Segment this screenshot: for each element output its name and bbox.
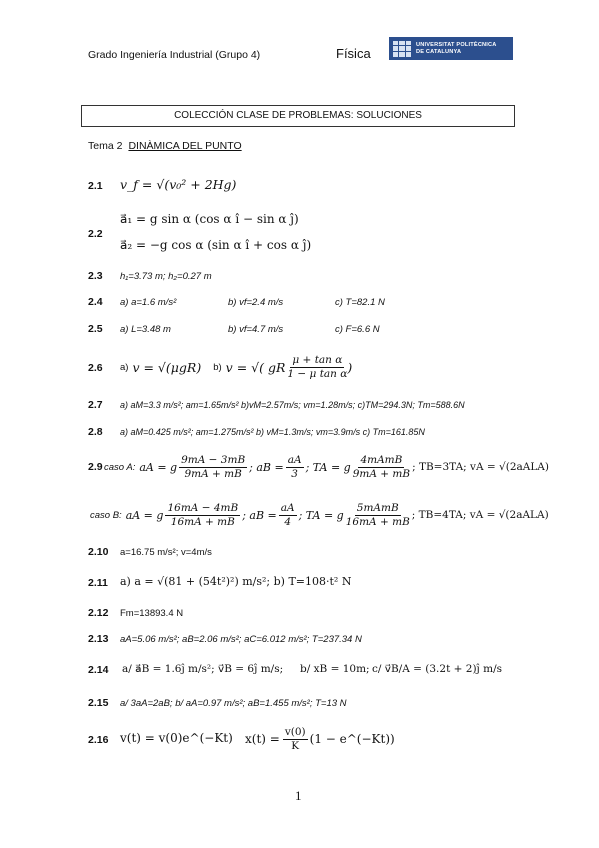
logo-text: UNIVERSITAT POLITÈCNICA DE CATALUNYA [416, 41, 497, 55]
problem-number: 2.11 [88, 577, 108, 589]
problem-number: 2.5 [88, 323, 103, 335]
document-title: COLECCIÓN CLASE DE PROBLEMAS: SOLUCIONES [81, 105, 515, 127]
answer-2-14-a: a/ a⃗B = 1.6ĵ m/s²; v⃗B = 6ĵ m/s; [122, 663, 284, 675]
answer-2-9-case-b: caso B: aA = g $\frac{16mA - 4mB}{16mA + mB}$ ; aB = $\frac{aA}{4}$ ; TA = g $\frac{\text{5mAmB}}{16mA + mB}$ ; TB=4TA; vA = √(2aALA) [90, 501, 549, 528]
answer-2-1: v_f = √(v₀² + 2Hg) [120, 177, 237, 192]
answer-2-14-c: c/ v⃗B/A = (3.2t + 2)ĵ m/s [372, 663, 503, 675]
answer-2-10: a=16.75 m/s²; v=4m/s [120, 547, 212, 558]
answer-2-9-case-a: caso A: aA = g $\frac{9mA - 3mB}{9mA + mB}$ ; aB = $\frac{aA}{3}$ ; TA = g $\frac{\text{4mAmB}}{9mA + mB}$ ; TB=3TA; vA = √(2aALA) [104, 453, 549, 480]
answer-2-7: a) aM=3.3 m/s²; am=1.65m/s² b)vM=2.57m/s; vm=1.28m/s; c)TM=294.3N; Tm=588.6N [120, 400, 465, 410]
answer-2-5-c: c) F=6.6 N [335, 324, 380, 335]
answer-2-4-c: c) T=82.1 N [335, 297, 385, 308]
problem-number: 2.16 [88, 734, 109, 746]
answer-2-8: a) aM=0.425 m/s²; am=1.275m/s² b) vM=1.3m/s; vm=3.9m/s c) Tm=161.85N [120, 427, 425, 437]
course-name: Grado Ingeniería Industrial (Grupo 4) [88, 49, 261, 61]
answer-2-16-x: x(t) = $\frac{v(0)}{K}$ (1 − e^(−Kt)) [245, 725, 395, 752]
answer-2-4-b: b) vf=2.4 m/s [228, 297, 284, 308]
answer-2-4-a: a) a=1.6 m/s² [120, 297, 177, 308]
answer-2-3: h₁=3.73 m; h₂=0.27 m [120, 271, 212, 282]
problem-number: 2.7 [88, 399, 103, 411]
answer-2-2-line1: a⃗₁ = g sin α (cos α î − sin α ĵ) [120, 212, 299, 226]
problem-number: 2.1 [88, 180, 103, 192]
problem-number: 2.9 [88, 461, 103, 473]
problem-number: 2.13 [88, 633, 109, 645]
problem-number: 2.3 [88, 270, 103, 282]
answer-2-12: Fm=13893.4 N [120, 608, 184, 619]
answer-2-5-a: a) L=3.48 m [120, 324, 171, 335]
page-number: 1 [295, 788, 302, 803]
answer-2-14-b: b/ xB = 10m; [300, 663, 370, 675]
subject-name: Física [336, 46, 371, 61]
logo-grid-icon [393, 41, 411, 57]
university-logo [389, 37, 513, 60]
tema-heading [88, 140, 242, 152]
problem-number: 2.6 [88, 362, 103, 374]
problem-number: 2.2 [88, 228, 103, 240]
tema-name: DINÀMICA DEL PUNTO [128, 140, 242, 152]
tema-label: Tema 2 [88, 140, 123, 152]
answer-2-13: aA=5.06 m/s²; aB=2.06 m/s²; aC=6.012 m/s²; T=237.34 N [120, 634, 362, 645]
answer-2-2-line2: a⃗₂ = −g cos α (sin α î + cos α ĵ) [120, 238, 312, 252]
problem-number: 2.15 [88, 697, 109, 709]
answer-2-16-v: v(t) = v(0)e^(−Kt) [120, 731, 233, 745]
problem-number: 2.10 [88, 546, 109, 558]
problem-number: 2.8 [88, 426, 103, 438]
answer-2-5-b: b) vf=4.7 m/s [228, 324, 284, 335]
problem-number: 2.14 [88, 664, 109, 676]
problem-number: 2.12 [88, 607, 109, 619]
problem-number: 2.4 [88, 296, 103, 308]
answer-2-15: a/ 3aA=2aB; b/ aA=0.97 m/s²; aB=1.455 m/s²; T=13 N [120, 698, 347, 709]
answer-2-6: a) v = √(μgR) b) v = √( gR $\frac{\text{μ + tan α}}{\text{1 − μ tan α}}$ ) [120, 353, 353, 380]
answer-2-11: a) a = √(81 + (54t²)²) m/s²; b) T=108·t² N [120, 575, 352, 588]
